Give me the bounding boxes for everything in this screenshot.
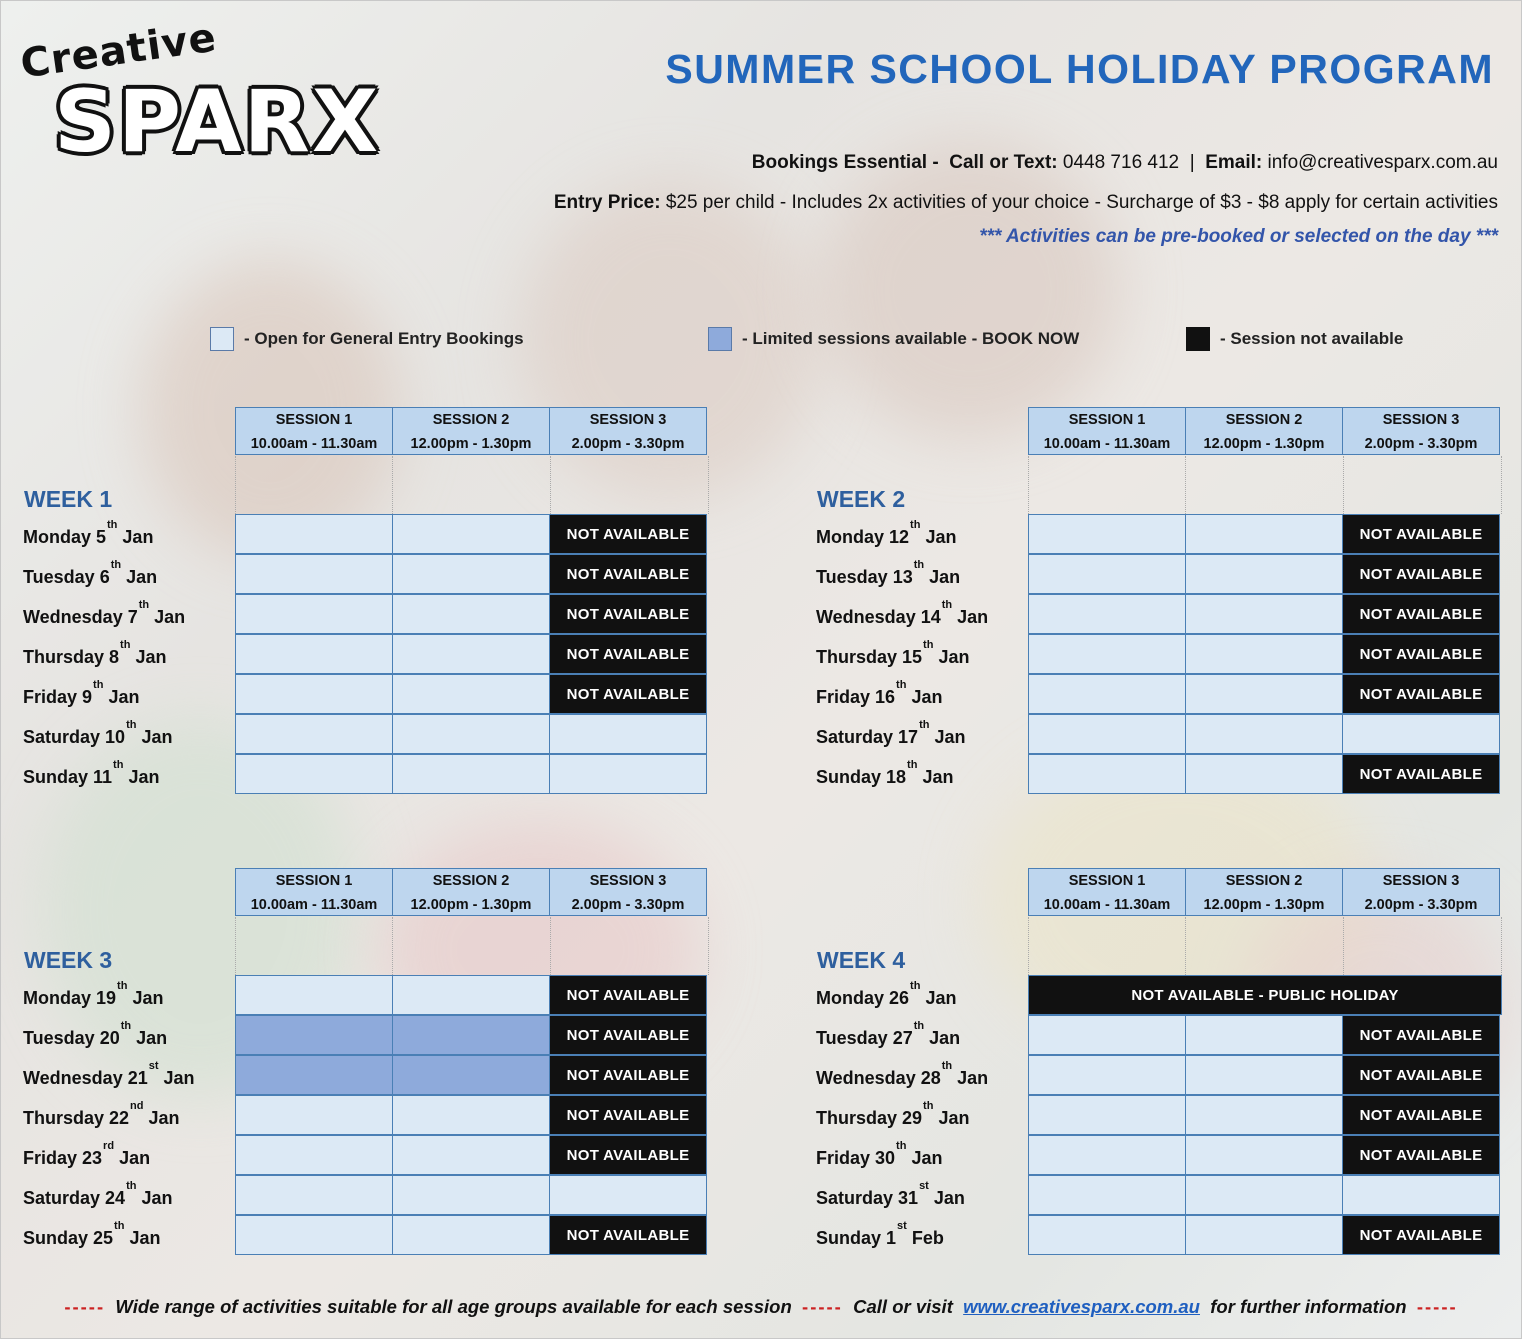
session-slot-open[interactable] <box>392 1135 550 1175</box>
column-guide <box>550 917 551 975</box>
session-slot-open[interactable] <box>1185 1055 1343 1095</box>
day-label: Thursday 15th Jan <box>816 639 970 667</box>
week3-session-header <box>235 868 707 916</box>
phone-number: 0448 716 412 <box>1062 152 1180 173</box>
session-slot-open[interactable] <box>1028 1055 1186 1095</box>
table-row <box>235 675 707 715</box>
footer-text-info: for further information <box>1210 1296 1407 1317</box>
call-label: Call or Text: <box>949 152 1058 173</box>
session-slot-open[interactable] <box>392 754 550 794</box>
day-label: Friday 30th Jan <box>816 1140 943 1168</box>
table-row <box>1028 755 1500 795</box>
session-slot-open[interactable] <box>1185 1015 1343 1055</box>
week-1-grid <box>235 515 707 795</box>
session-slot-open[interactable] <box>1185 674 1343 714</box>
session-slot-open[interactable] <box>235 1135 393 1175</box>
day-label: Thursday 29th Jan <box>816 1100 970 1128</box>
logo-creative-text: Creative <box>17 14 220 88</box>
logo-sparx-text: SPARX <box>54 72 381 172</box>
session-slot-open[interactable] <box>1028 1135 1186 1175</box>
day-label: Friday 23rd Jan <box>23 1140 151 1168</box>
session-slot-open[interactable] <box>1185 514 1343 554</box>
table-row <box>235 635 707 675</box>
day-label: Saturday 24th Jan <box>23 1180 173 1208</box>
session-slot-open[interactable] <box>1185 1215 1343 1255</box>
price-label: Entry Price: <box>553 192 661 213</box>
session-slot-open[interactable] <box>1028 514 1186 554</box>
day-label: Tuesday 20th Jan <box>23 1020 168 1048</box>
session-2-header: SESSION 2 12.00pm - 1.30pm <box>392 868 550 916</box>
session-slot-open[interactable] <box>392 514 550 554</box>
session-slot-na: NOT AVAILABLE <box>549 1055 707 1095</box>
day-label: Sunday 18th Jan <box>816 759 954 787</box>
page-title: SUMMER SCHOOL HOLIDAY PROGRAM <box>665 46 1494 92</box>
legend-open-swatch <box>210 327 234 351</box>
table-row <box>235 1216 707 1256</box>
creative-sparx-logo <box>17 14 418 182</box>
table-row <box>1028 1016 1502 1056</box>
day-label: Sunday 25th Jan <box>23 1220 161 1248</box>
table-row <box>235 595 707 635</box>
table-row <box>1028 675 1500 715</box>
column-guide <box>708 917 709 975</box>
legend-open-label: - Open for General Entry Bookings <box>244 329 524 348</box>
session-slot-na: NOT AVAILABLE <box>1342 1215 1500 1255</box>
session-slot-open[interactable] <box>235 594 393 634</box>
session-3-header: SESSION 3 2.00pm - 3.30pm <box>1342 407 1500 455</box>
session-slot-na: NOT AVAILABLE <box>549 1215 707 1255</box>
day-label: Tuesday 27th Jan <box>816 1020 961 1048</box>
session-2-header: SESSION 2 12.00pm - 1.30pm <box>1185 407 1343 455</box>
price-line <box>554 192 1498 214</box>
session-slot-na: NOT AVAILABLE <box>1342 754 1500 794</box>
session-slot-open[interactable] <box>549 1175 707 1215</box>
session-slot-open[interactable] <box>1185 1175 1343 1215</box>
legend-limited-swatch <box>708 327 732 351</box>
week-2-title: WEEK 2 <box>817 486 906 512</box>
column-guide <box>1343 456 1344 514</box>
table-row <box>1028 1176 1502 1216</box>
session-slot-na: NOT AVAILABLE <box>1342 1055 1500 1095</box>
legend-limited <box>708 326 1079 352</box>
day-label: Saturday 31st Jan <box>816 1180 965 1208</box>
footer-dash: ----- <box>1416 1296 1458 1317</box>
session-slot-open[interactable] <box>1028 554 1186 594</box>
day-label: Sunday 11th Jan <box>23 759 160 787</box>
session-slot-open[interactable] <box>1342 1175 1500 1215</box>
session-slot-open[interactable] <box>392 1215 550 1255</box>
session-slot-open[interactable] <box>235 634 393 674</box>
session-slot-open[interactable] <box>392 674 550 714</box>
day-label: Monday 19th Jan <box>23 980 164 1008</box>
legend-na <box>1186 326 1403 352</box>
session-slot-open[interactable] <box>1342 714 1500 754</box>
column-guide <box>392 917 393 975</box>
week2-session-header <box>1028 407 1500 455</box>
table-row <box>235 1016 707 1056</box>
session-slot-open[interactable] <box>235 975 393 1015</box>
footer-dash: ----- <box>64 1296 106 1317</box>
session-slot-open[interactable] <box>392 634 550 674</box>
session-slot-na: NOT AVAILABLE <box>1342 634 1500 674</box>
session-slot-open[interactable] <box>1028 594 1186 634</box>
session-slot-open[interactable] <box>1185 754 1343 794</box>
week-1-title: WEEK 1 <box>24 486 113 512</box>
session-slot-open[interactable] <box>235 714 393 754</box>
table-row <box>235 976 707 1016</box>
column-guide <box>1185 917 1186 975</box>
legend-limited-label: - Limited sessions available - BOOK NOW <box>742 329 1080 348</box>
day-label: Friday 16th Jan <box>816 679 943 707</box>
session-slot-open[interactable] <box>1028 1095 1186 1135</box>
prebook-note: *** Activities can be pre-booked or selected on the day *** <box>979 226 1498 247</box>
week-3-grid <box>235 976 707 1256</box>
table-row <box>235 1096 707 1136</box>
session-1-header: SESSION 1 10.00am - 11.30am <box>1028 407 1186 455</box>
day-label: Friday 9th Jan <box>23 679 140 707</box>
email-label: Email: <box>1205 152 1263 173</box>
session-slot-na: NOT AVAILABLE <box>1342 674 1500 714</box>
week4-session-header <box>1028 868 1500 916</box>
column-guide <box>708 456 709 514</box>
session-slot-na: NOT AVAILABLE <box>549 514 707 554</box>
table-row <box>1028 1096 1502 1136</box>
table-row <box>1028 635 1500 675</box>
day-label: Sunday 1st Feb <box>816 1220 944 1248</box>
session-slot-open[interactable] <box>1185 1135 1343 1175</box>
day-label: Wednesday 7th Jan <box>23 599 186 627</box>
week1-session-header <box>235 407 707 455</box>
column-guide <box>235 456 236 514</box>
footer-text-call: Call or visit <box>853 1296 953 1317</box>
day-label: Wednesday 28th Jan <box>816 1060 989 1088</box>
session-slot-na: NOT AVAILABLE <box>549 1015 707 1055</box>
session-slot-open[interactable] <box>235 1095 393 1135</box>
footer-text-activities: Wide range of activities suitable for all age groups available for each session <box>115 1296 792 1317</box>
day-label: Saturday 17th Jan <box>816 719 966 747</box>
session-slot-open[interactable] <box>1028 674 1186 714</box>
legend-na-label: - Session not available <box>1220 329 1404 348</box>
price-text: $25 per child - Includes 2x activities of your choice - Surcharge of $3 - $8 apply for certain activities <box>665 192 1498 213</box>
session-slot-open[interactable] <box>392 975 550 1015</box>
day-label: Tuesday 6th Jan <box>23 559 158 587</box>
week-3-title: WEEK 3 <box>24 947 113 973</box>
session-slot-na: NOT AVAILABLE <box>1342 1135 1500 1175</box>
table-row <box>235 1056 707 1096</box>
day-label: Wednesday 21st Jan <box>23 1060 195 1088</box>
session-3-header: SESSION 3 2.00pm - 3.30pm <box>1342 868 1500 916</box>
column-guide <box>1185 456 1186 514</box>
day-label: Monday 12th Jan <box>816 519 957 547</box>
legend-open <box>210 326 524 352</box>
session-slot-na: NOT AVAILABLE <box>1342 514 1500 554</box>
session-slot-open[interactable] <box>1185 594 1343 634</box>
day-label: Wednesday 14th Jan <box>816 599 989 627</box>
session-slot-open[interactable] <box>1185 1095 1343 1135</box>
column-guide <box>1028 456 1029 514</box>
contact-line <box>752 152 1498 174</box>
table-row <box>1028 555 1500 595</box>
table-row <box>1028 1136 1502 1176</box>
footer-dash: ----- <box>802 1296 843 1317</box>
footer-line <box>0 1296 1522 1318</box>
day-label: Thursday 8th Jan <box>23 639 167 667</box>
column-guide <box>1028 917 1029 975</box>
session-slot-na: NOT AVAILABLE <box>549 1135 707 1175</box>
table-row <box>1028 976 1502 1016</box>
column-guide <box>392 456 393 514</box>
website-link[interactable]: www.creativesparx.com.au <box>963 1296 1200 1317</box>
session-slot-open[interactable] <box>235 674 393 714</box>
session-slot-open[interactable] <box>235 1215 393 1255</box>
day-label: Monday 5th Jan <box>23 519 154 547</box>
session-slot-open[interactable] <box>1185 714 1343 754</box>
session-slot-open[interactable] <box>392 554 550 594</box>
session-3-header: SESSION 3 2.00pm - 3.30pm <box>549 407 707 455</box>
table-row <box>1028 1056 1502 1096</box>
session-slot-na: NOT AVAILABLE <box>1342 554 1500 594</box>
session-1-header: SESSION 1 10.00am - 11.30am <box>1028 868 1186 916</box>
column-guide <box>1501 917 1502 975</box>
day-label: Monday 26th Jan <box>816 980 957 1008</box>
session-slot-na: NOT AVAILABLE <box>549 634 707 674</box>
column-guide <box>1343 917 1344 975</box>
session-slot-open[interactable] <box>1028 634 1186 674</box>
session-1-header: SESSION 1 10.00am - 11.30am <box>235 868 393 916</box>
column-guide <box>235 917 236 975</box>
session-slot-na: NOT AVAILABLE <box>1342 1095 1500 1135</box>
week-4-title: WEEK 4 <box>817 947 906 973</box>
column-guide <box>1501 456 1502 514</box>
session-slot-na: NOT AVAILABLE <box>1342 594 1500 634</box>
session-3-header: SESSION 3 2.00pm - 3.30pm <box>549 868 707 916</box>
session-slot-open[interactable] <box>392 594 550 634</box>
session-slot-na: NOT AVAILABLE <box>549 674 707 714</box>
session-slot-open[interactable] <box>1028 1175 1186 1215</box>
session-slot-open[interactable] <box>1028 1215 1186 1255</box>
session-slot-limited[interactable] <box>392 1015 550 1055</box>
session-slot-open[interactable] <box>235 754 393 794</box>
table-row <box>1028 715 1500 755</box>
session-slot-open[interactable] <box>392 714 550 754</box>
session-2-header: SESSION 2 12.00pm - 1.30pm <box>392 407 550 455</box>
session-slot-open[interactable] <box>235 1175 393 1215</box>
session-slot-open[interactable] <box>1185 634 1343 674</box>
session-slot-open[interactable] <box>235 514 393 554</box>
session-2-header: SESSION 2 12.00pm - 1.30pm <box>1185 868 1343 916</box>
email-address: info@creativesparx.com.au <box>1267 152 1498 173</box>
session-slot-open[interactable] <box>549 714 707 754</box>
table-row <box>235 515 707 555</box>
session-slot-na: NOT AVAILABLE <box>1342 1015 1500 1055</box>
session-slot-open[interactable] <box>1028 714 1186 754</box>
legend-na-swatch <box>1186 327 1210 351</box>
bookings-label: Bookings Essential - <box>751 152 939 173</box>
table-row <box>1028 515 1500 555</box>
table-row <box>235 555 707 595</box>
column-guide <box>550 456 551 514</box>
table-row <box>235 715 707 755</box>
session-1-header: SESSION 1 10.00am - 11.30am <box>235 407 393 455</box>
session-slot-na: NOT AVAILABLE <box>549 594 707 634</box>
session-slot-open[interactable] <box>392 1175 550 1215</box>
day-label: Tuesday 13th Jan <box>816 559 961 587</box>
contact-separator: | <box>1189 152 1195 173</box>
table-row <box>235 755 707 795</box>
session-slot-na: NOT AVAILABLE <box>549 1095 707 1135</box>
session-slot-open[interactable] <box>1185 554 1343 594</box>
table-row <box>1028 595 1500 635</box>
session-slot-open[interactable] <box>1028 1015 1186 1055</box>
table-row <box>1028 1216 1502 1256</box>
session-slot-na: NOT AVAILABLE <box>549 554 707 594</box>
table-row <box>235 1136 707 1176</box>
table-row <box>235 1176 707 1216</box>
day-label: Saturday 10th Jan <box>23 719 173 747</box>
session-slot-limited[interactable] <box>392 1055 550 1095</box>
week-2-grid <box>1028 515 1500 795</box>
session-slot-open[interactable] <box>235 554 393 594</box>
day-label: Thursday 22nd Jan <box>23 1100 180 1128</box>
week-4-grid <box>1028 976 1502 1256</box>
session-slot-limited[interactable] <box>235 1055 393 1095</box>
session-slot-open[interactable] <box>1028 754 1186 794</box>
session-slot-open[interactable] <box>392 1095 550 1135</box>
session-slot-na: NOT AVAILABLE <box>549 975 707 1015</box>
session-slot-open[interactable] <box>549 754 707 794</box>
session-slot-limited[interactable] <box>235 1015 393 1055</box>
public-holiday-slot: NOT AVAILABLE - PUBLIC HOLIDAY <box>1028 975 1502 1015</box>
